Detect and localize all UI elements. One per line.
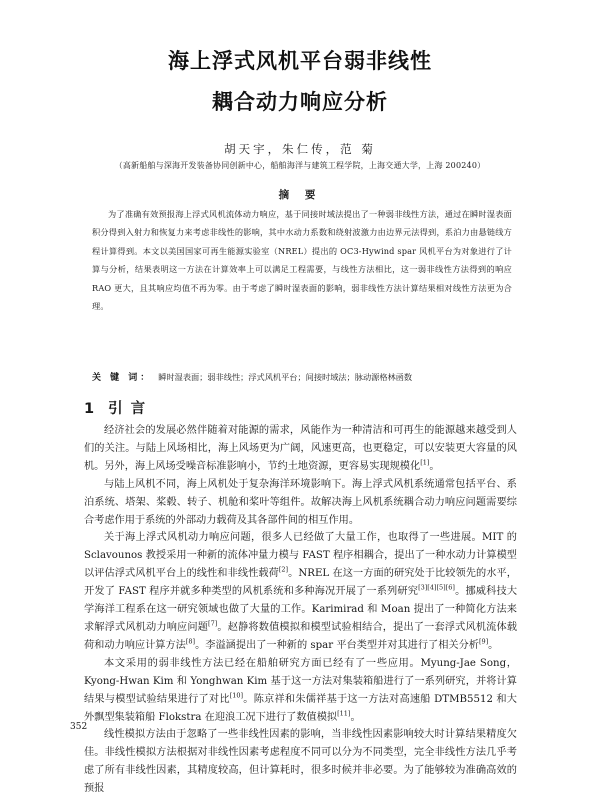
p3-part-c: 。挪威科技大学海洋工程系在这一研究领域也做了大量的工作。Karimirad 和 Moan 提出了一种简化方法来求解浮式风机动力响应问题 — [84, 586, 518, 633]
keywords — [92, 370, 522, 383]
paragraph-3 — [84, 529, 517, 654]
p1-text: 经济社会的发展必然伴随着对能源的需求，风能作为一种清洁和可再生的能源越来越受到人们的关注。与陆上风场相比，海上风场更为广阔，风速更高，也更稳定，可以安装更大容量的风机。另外，海上风场受噪音标准影响小，节约土地资源，更容易实现规模化 — [84, 425, 517, 472]
paragraph-2: 与陆上风机不同，海上风机处于复杂海洋环境影响下。海上浮式风机系统通常包括平台、系泊系统、塔架、桨毂、转子、机舱和桨叶等组件。故解决海上风机系统耦合动力响应问题需要综合考虑作用于系统的外部动力载荷及其各部件间的相互作用。 — [84, 478, 517, 526]
p1-end: 。 — [429, 460, 440, 472]
section-number: 1 — [84, 401, 95, 417]
authors: 胡天宇，朱仁传，范 菊 — [224, 142, 376, 156]
title-line-1: 海上浮式风机平台弱非线性 — [168, 49, 432, 73]
citation: [9] — [478, 637, 489, 646]
citation: [1] — [420, 458, 430, 467]
p3-part-e: 。李溢涵提出了一种新的 spar 平台类型并对其进行了相关分析 — [195, 639, 479, 651]
keywords-text: 瞬时湿表面；弱非线性；浮式风机平台；间接时域法；脉动源格林函数 — [158, 372, 413, 382]
p4-part-b: 。陈京祥和朱儒祥基于这一方法对高速船 DTMB5512 和大外飘型集装箱船 Flokstra 在迎浪工况下进行了数值模拟 — [84, 693, 517, 723]
body-text — [84, 422, 517, 798]
p3-part-b: 。NREL 在这一方面的研究处于比较领先的水平，开发了 FAST 程序并就多种类型的风机系统和多种海况开展了一系列研究 — [84, 568, 517, 598]
section-heading — [84, 397, 153, 418]
citation: [8] — [185, 637, 196, 646]
p3-part-f: 。 — [488, 639, 499, 651]
paragraph-5: 线性模拟方法由于忽略了一些非线性因素的影响，当非线性因素影响较大时计算结果精度欠佳。非线性模拟方法根据对非线性因素考虑程度不同可以分为不同类型，完全非线性方法几乎考虑了所有非线性因素，其精度较高，但计算耗时，很多时候并非必要。为了能够较为准确高效的预报 — [84, 729, 517, 795]
p4-part-c: 。 — [350, 711, 361, 723]
abstract-text: 为了准确有效预报海上浮式风机流体动力响应，基于同接时域法提出了一种弱非线性方法，通过在瞬时湿表面积分得到入射力和恢复力来考虑非线性的影响，其中水动力系数和绕射波激力由边界元法得到，系泊力由悬链线方程计算得到。本文以美国国家可再生能源实验室（NREL）提出的 OC3-Hywind spar 风机平台为对象进行了计算与分析，结果表明这一方法在计算效率上可以满足工程需要，与线性方法相比，这一弱非线性方法得到的响应 RAO 更大，且其响应均值不再为零。由于考虑了瞬时湿表面的影响，弱非线性方法计算结果相对线性方法更为合理。 — [92, 209, 512, 312]
paragraph-4 — [84, 655, 517, 727]
paragraph-1 — [84, 422, 517, 476]
page-number: 352 — [70, 722, 88, 732]
p3-part-a: 关于海上浮式风机动力响应问题，很多人已经做了大量工作，也取得了一些进展。MIT 的 Sclavounos 教授采用一种新的流体冲量力模与 FAST 程序相耦合，提出了一种水动力计算模型以评估浮式风机平台上的线性和非线性载荷 — [84, 532, 517, 580]
citation: [11] — [337, 709, 351, 718]
abstract-heading: 摘 要 — [278, 189, 322, 201]
keywords-label: 关 键 词： — [92, 373, 153, 383]
citation: [7] — [208, 619, 218, 628]
p3-part-d: 。赵静将数值模拟和模型试验相结合，提出了一套浮式风机流体载荷和动力响应计算方法 — [84, 621, 518, 651]
citation: [2] — [278, 565, 289, 574]
p4-part-a: 本文采用的弱非线性方法已经在船舶研究方面已经有了一些应用。Myung-Jae Song，Kyong-Hwan Kim 和 Yonghwan Kim 基于这一方法对集装箱船进行了一系列研究，并将计算结果与模型试验结果进行了对比 — [84, 657, 517, 705]
title-line-2: 耦合动力响应分析 — [212, 90, 388, 114]
citation: [10] — [229, 691, 244, 700]
section-title: 引言 — [108, 401, 154, 417]
citation: [3][4][5][6] — [418, 583, 455, 592]
affiliation: （高新船舶与深海开发装备协同创新中心，船舶海洋与建筑工程学院，上海交通大学，上海 200240） — [114, 161, 486, 170]
